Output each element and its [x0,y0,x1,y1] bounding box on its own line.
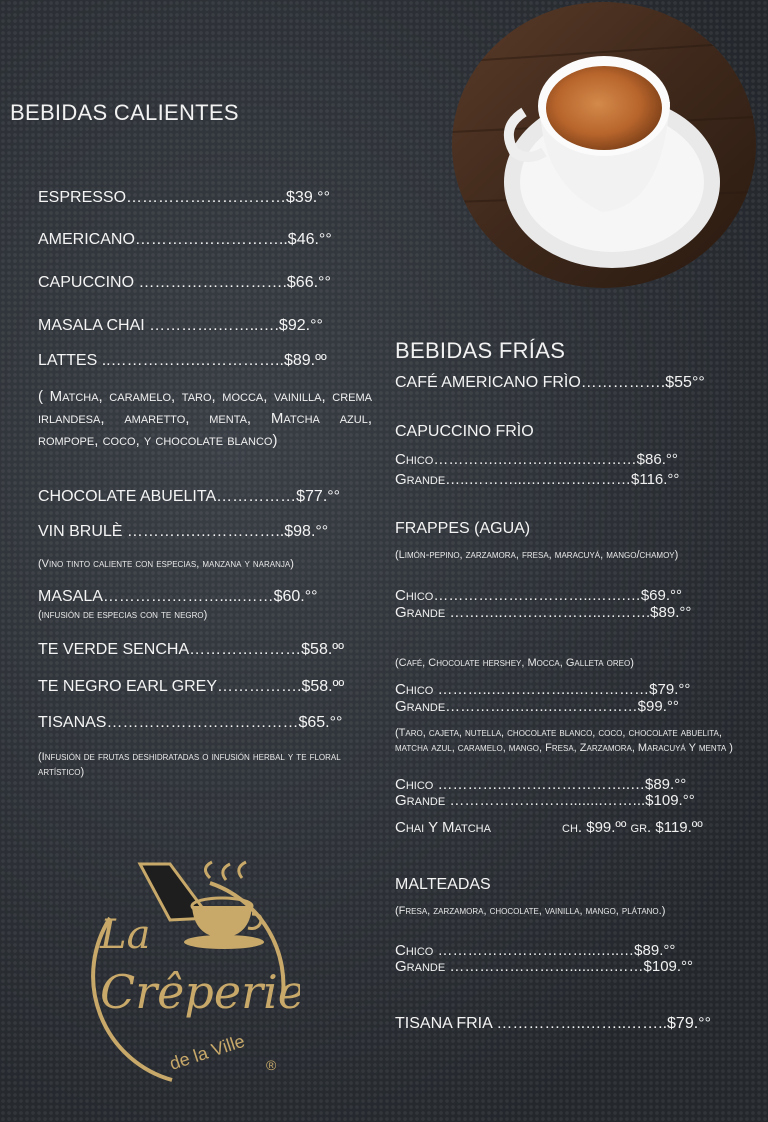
coffee-cup-image [452,2,756,288]
frappes-leche-grande: Grande…………….…..………………$99.°° [395,698,679,715]
cold-drinks-title: BEBIDAS FRÍAS [395,338,566,363]
frappes-agua-grande: Grande ………..………………..……….$89.°° [395,604,692,621]
coffee-cup-icon [140,862,264,949]
frappes-agua-flavors: (Limón-pepino, zarzamora, fresa, maracuyá, mango/chamoy) [395,549,679,561]
malteadas-flavors: (Fresa, zarzamora, chocolate, vainilla, mango, plátano.) [395,905,666,917]
menu-item-te-negro-earl-grey: TE NEGRO EARL GREY…………….$58.ºº [38,678,345,695]
logo-ville-text: de la Ville [167,1030,248,1074]
registered-mark: ® [266,1057,277,1073]
masala-note: (infusión de especias con te negro) [38,609,208,621]
menu-item-masala-chai: MASALA CHAI ………….……..….$92.°° [38,317,323,334]
frappes-especial-grande: Grande ……………………........……...$109.°° [395,792,695,809]
menu-item-lattes: LATTES ..…………….……………..$89.ºº [38,352,327,369]
hot-drinks-title: BEBIDAS CALIENTES [10,100,239,125]
capuccino-frio-chico: Chico………….…………….…………$86.°° [395,451,678,468]
menu-item-tisana-fria: TISANA FRIA ……………..……..……..$79.°° [395,1015,711,1032]
menu-item-tisanas: TISANAS………………………………$65.°° [38,714,343,731]
menu-item-espresso: ESPRESSO…………………………$39.°° [38,189,330,206]
frappes-especial-flavors: (Taro, cajeta, nutella, chocolate blanco, coco, chocolate abuelita, matcha azul, caramelo, mango, Fresa, Zarzamora, Maracuyá Y menta ) [395,727,733,754]
menu-item-capuccino: CAPUCCINO ……………………….$66.°° [38,274,331,291]
frappes-agua-heading: FRAPPES (AGUA) [395,520,531,537]
malteadas-chico: Chico …………………………..…..…$89.°° [395,942,676,959]
chai-matcha-prices: ch. $99.ºº gr. $119.ºº [562,819,703,836]
menu-item-masala: MASALA………….……….....……$60.°° [38,588,318,605]
frappes-especial-chico: Chico ………….……………………..…$89.°° [395,776,687,793]
menu-item-vin-brule: VIN BRULÈ ………….……………..$98.°° [38,523,329,540]
lattes-flavors-note: ( Matcha, caramelo, taro, mocca, vainilla, crema irlandesa, amaretto, menta, Matcha azul, rompope, coco, y chocolate blanco) [38,388,372,449]
malteadas-grande: Grande ……………………......….……$109.°° [395,958,694,975]
menu-item-americano: AMERICANO………………………..$46.°° [38,231,332,248]
tisanas-note: (Infusión de frutas deshidratadas o infusión herbal y te floral artístico) [38,751,341,778]
menu-item-chocolate-abuelita: CHOCOLATE ABUELITA……………$77.°° [38,488,341,505]
capuccino-frio-grande: Grande…..………...…………………$116.°° [395,471,680,488]
capuccino-frio-heading: CAPUCCINO FRÌO [395,423,534,440]
frappes-leche-chico: Chico ………..……………..……………$79.°° [395,681,691,698]
la-creperie-logo [60,858,300,1088]
logo-creperie-text: Crêperie [100,965,300,1019]
menu-item-cafe-americano-frio: CAFÉ AMERICANO FRÌO…………….$55°° [395,374,705,391]
malteadas-heading: MALTEADAS [395,876,491,893]
vin-brule-note: (Vino tinto caliente con especias, manzana y naranja) [38,558,294,570]
chai-matcha-label: Chai Y Matcha [395,819,491,836]
frappes-leche-flavors: (Café, Chocolate hershey, Mocca, Galleta oreo) [395,657,634,669]
logo-la-text: La [100,912,151,958]
frappes-agua-chico: Chico…………………………..…….…$69.°° [395,587,683,604]
menu-item-te-verde-sencha: TE VERDE SENCHA…………………$58.ºº [38,641,344,658]
